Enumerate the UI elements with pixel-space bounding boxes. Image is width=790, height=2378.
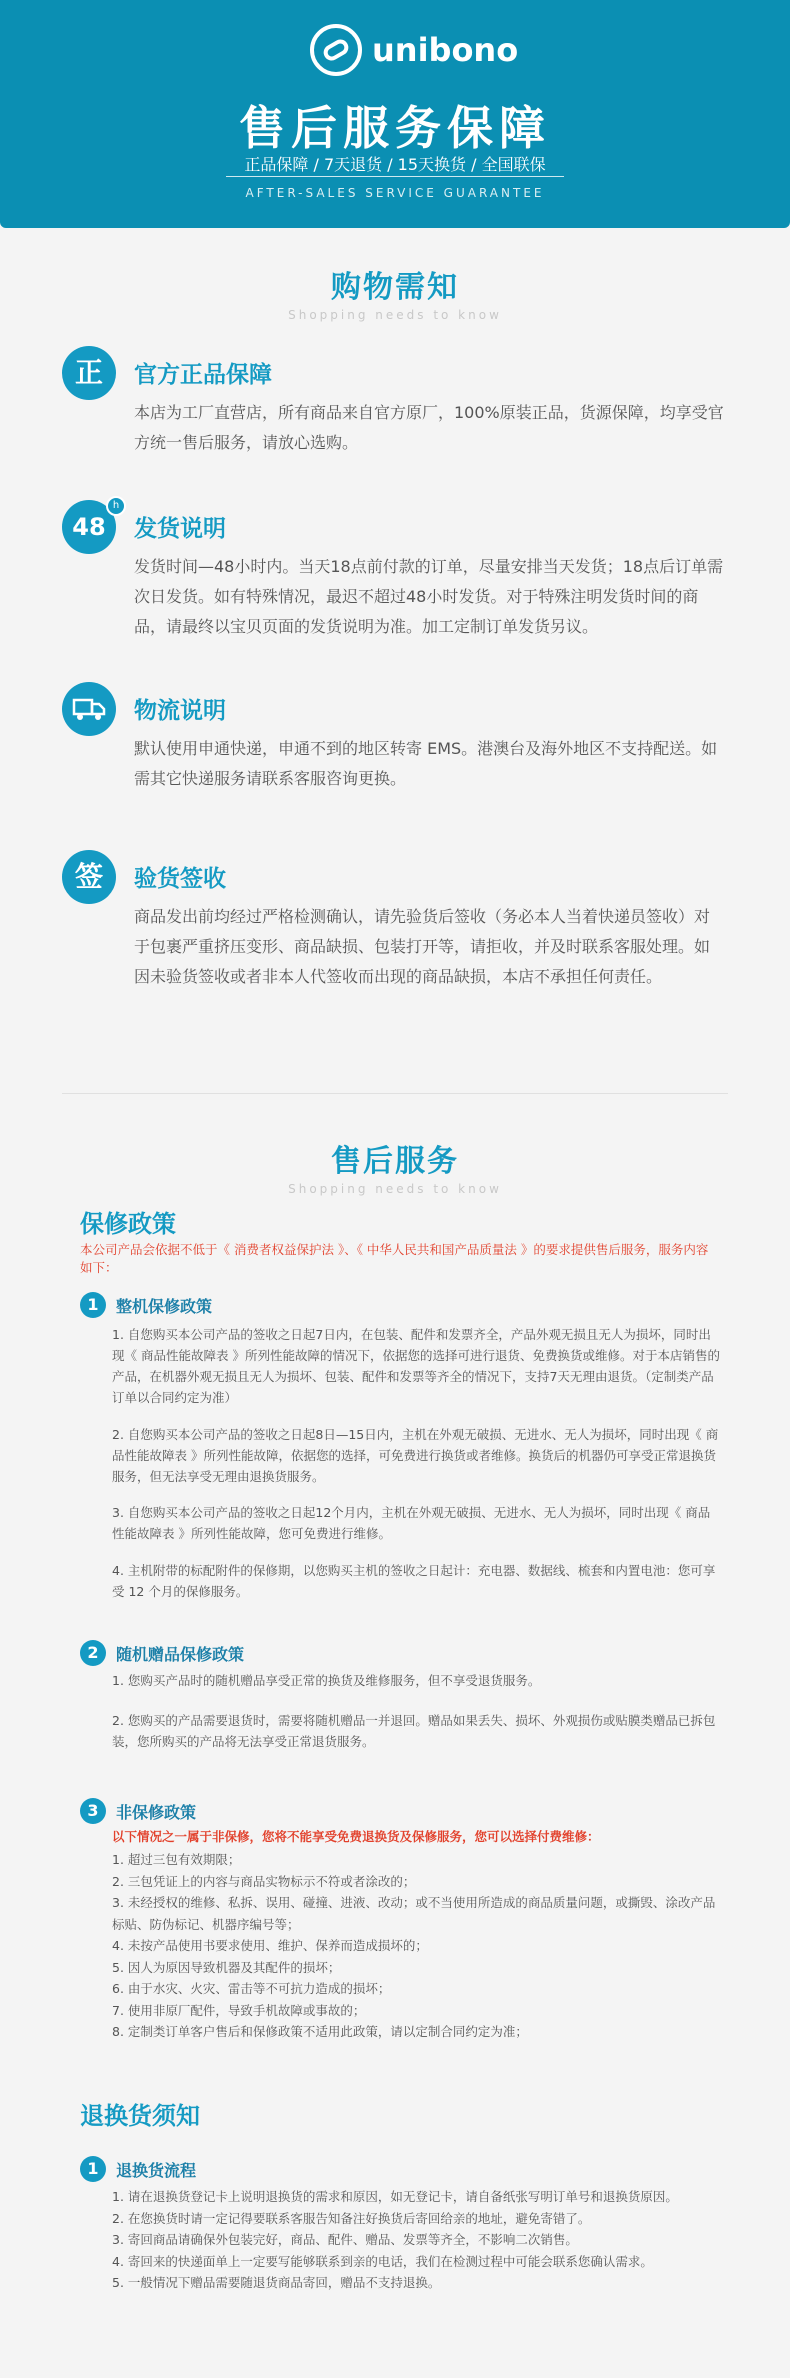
list-item: 3. 未经授权的维修、私拆、误用、碰撞、进液、改动；或不当使用所造成的商品质量问题，或撕毁、涂改产品标贴、防伪标记、机器序编号等； <box>112 1895 716 1932</box>
list-item: 7. 使用非原厂配件，导致手机故障或事故的； <box>112 2002 366 2018</box>
list-item: 2. 在您换货时请一定记得要联系客服告知备注好换货后寄回给亲的地址，避免寄错了。 <box>112 2210 591 2226</box>
list-item: 4. 未按产品使用书要求使用、维护、保养而造成损坏的； <box>112 1938 428 1953</box>
item-title: 物流说明 <box>134 698 226 724</box>
hour-badge: h <box>106 496 126 516</box>
truck-icon <box>62 682 116 736</box>
list-item: 4. 寄回来的快递面单上一定要写能够联系到亲的电话，我们在检测过程中可能会联系您确认需求。 <box>112 2253 653 2269</box>
returns-process-heading <box>80 2156 196 2182</box>
sign-icon: 签 <box>62 850 116 904</box>
shopping-item-genuine <box>62 346 722 466</box>
brand-name: unibono <box>372 31 519 69</box>
header-divider <box>226 176 564 177</box>
list-item: 1. 请在退换货登记卡上说明退换货的需求和原因，如无登记卡，请自备纸张写明订单号和退换货原因。 <box>112 2189 678 2204</box>
page-title: 售后服务保障 <box>239 101 551 155</box>
item-body: 默认使用申通快递，申通不到的地区转寄 EMS。港澳台及海外地区不支持配送。如需其它快递服务请联系客服咨询更换。 <box>134 739 718 788</box>
warranty-para: 4. 主机附带的标配附件的保修期，以您购买主机的签收之日起计：充电器、数据线、梳套和内置电池：您可享受 12 个月的保修服务。 <box>112 1563 716 1599</box>
gift-para: 1. 您购买产品时的随机赠品享受正常的换货及维修服务，但不享受退货服务。 <box>112 1673 541 1688</box>
warranty-policy-title: 保修政策 <box>80 1210 176 1238</box>
section-number: 2 <box>80 1640 106 1666</box>
shopping-item-logistics <box>62 682 722 812</box>
warranty-section-2-heading <box>80 1640 244 1666</box>
section-number: 3 <box>80 1798 106 1824</box>
page-subtitle: 正品保障 / 7天退货 / 15天换货 / 全国联保 <box>244 155 546 174</box>
header-banner <box>0 0 790 228</box>
section-number: 1 <box>80 1292 106 1318</box>
section-number: 1 <box>80 2156 106 2182</box>
non-warranty-note: 以下情况之一属于非保修，您将不能享受免费退换货及保修服务，您可以选择付费维修： <box>112 1829 600 1844</box>
truck-icon-svg <box>62 682 116 736</box>
shopping-section-title: 购物需知 <box>331 270 459 305</box>
section-label: 随机赠品保修政策 <box>116 1644 245 1664</box>
gift-para: 2. 您购买的产品需要退货时，需要将随机赠品一并退回。赠品如果丢失、损坏、外观损伤或贴膜类赠品已拆包装，您所购买的产品将无法享受正常退货服务。 <box>112 1713 716 1749</box>
brand-logo <box>310 24 518 76</box>
item-body: 发货时间—48小时内。当天18点前付款的订单，尽量安排当天发货；18点后订单需次日发货。如有特殊情况，最迟不超过48小时发货。对于特殊注明发货时间的商品，请最终以宝贝页面的发货说明为准。加工定制订单发货另议。 <box>134 557 724 636</box>
list-item: 2. 三包凭证上的内容与商品实物标示不符或者涂改的； <box>112 1873 416 1889</box>
shopping-item-shipping <box>62 500 722 660</box>
item-title: 验货签收 <box>134 866 226 892</box>
warranty-section-1-heading <box>80 1292 212 1318</box>
list-item: 1. 超过三包有效期限； <box>112 1852 241 1867</box>
aftersales-section-english: Shopping needs to know <box>288 1182 502 1196</box>
returns-process-list <box>112 2186 727 2294</box>
brand-logo-icon <box>310 24 362 76</box>
section-label: 整机保修政策 <box>116 1296 213 1316</box>
shopping-item-inspection <box>62 850 722 1040</box>
shopping-section-header <box>0 262 790 322</box>
warranty-para: 1. 自您购买本公司产品的签收之日起7日内，在包装、配件和发票齐全，产品外观无损且无人为损坏，同时出现《 商品性能故障表 》所列性能故障的情况下，依据您的选择可进行退货、免费换货或维修。对于本店销售的产品，在机器外观无损且无人为损坏、包装、配件和发票等齐全的情况下，支持7天无理由退货。（定制类产品订单以合同约定为准） <box>112 1327 720 1405</box>
list-item: 5. 因人为原因导致机器及其配件的损坏； <box>112 1959 341 1975</box>
item-title: 发货说明 <box>134 516 226 542</box>
list-item: 6. 由于水灾、火灾、雷击等不可抗力造成的损坏； <box>112 1981 391 1996</box>
section-divider <box>62 1093 728 1094</box>
item-body: 本店为工厂直营店，所有商品来自官方原厂，100%原装正品，货源保障，均享受官方统一售后服务，请放心选购。 <box>134 403 724 452</box>
section-label: 退换货流程 <box>116 2160 197 2180</box>
warranty-para: 2. 自您购买本公司产品的签收之日起8日—15日内，主机在外观无破损、无进水、无人为损坏，同时出现《 商品性能故障表 》所列性能故障，依据您的选择，可免费进行换货或者维修。换货后的机器仍可享受正常退换货服务，但无法享受无理由退换货服务。 <box>112 1427 719 1484</box>
item-title: 官方正品保障 <box>134 362 272 388</box>
clock-48h-icon: 48 <box>62 500 116 554</box>
aftersales-section-header <box>0 1136 790 1196</box>
returns-title: 退换货须知 <box>80 2102 200 2130</box>
list-item: 3. 寄回商品请确保外包装完好，商品、配件、赠品、发票等齐全，不影响二次销售。 <box>112 2232 578 2247</box>
aftersales-section-title: 售后服务 <box>331 1144 459 1179</box>
genuine-icon: 正 <box>62 346 116 400</box>
non-warranty-list <box>112 1849 727 2043</box>
page-english-title: AFTER-SALES SERVICE GUARANTEE <box>245 186 545 200</box>
shopping-section-english: Shopping needs to know <box>288 308 502 322</box>
warranty-para: 3. 自您购买本公司产品的签收之日起12个月内，主机在外观无破损、无进水、无人为损坏，同时出现《 商品性能故障表 》所列性能故障，您可免费进行维修。 <box>112 1505 711 1541</box>
item-body: 商品发出前均经过严格检测确认，请先验货后签收（务必本人当着快递员签收）对于包裹严重挤压变形、商品缺损、包装打开等，请拒收，并及时联系客服处理。如因未验货签收或者非本人代签收而出现的商品缺损，本店不承担任何责任。 <box>134 907 711 986</box>
warranty-section-3-heading <box>80 1798 196 1824</box>
warranty-note: 本公司产品会依据不低于《 消费者权益保护法 》、《 中华人民共和国产品质量法 》的要求提供售后服务，服务内容如下： <box>80 1242 709 1275</box>
list-item: 5. 一般情况下赠品需要随退货商品寄回，赠品不支持退换。 <box>112 2275 441 2290</box>
list-item: 8. 定制类订单客户售后和保修政策不适用此政策，请以定制合同约定为准； <box>112 2024 528 2039</box>
section-label: 非保修政策 <box>116 1802 197 1822</box>
